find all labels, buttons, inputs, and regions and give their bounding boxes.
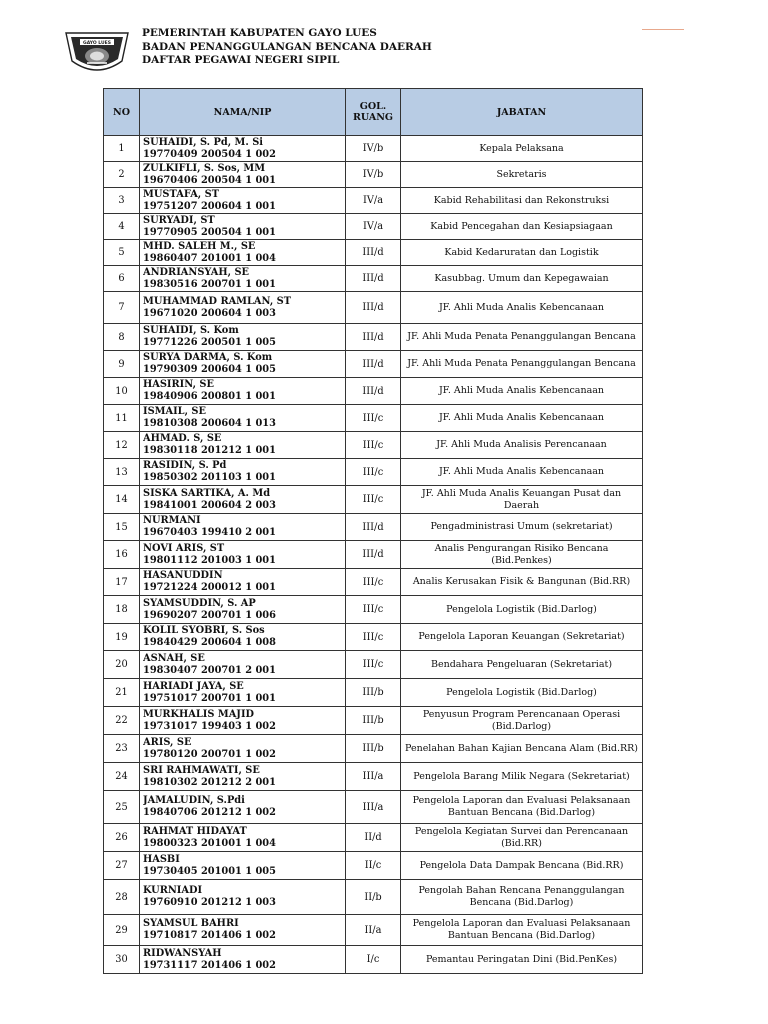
employee-name-nip (140, 378, 346, 405)
position-title: Penyusun Program Perencanaan Operasi (Bid.Darlog) (401, 707, 643, 735)
employee-name: SYAMSUDDIN, S. AP (143, 597, 256, 609)
column-header-name-nip: NAMA/NIP (140, 89, 346, 136)
employee-name-nip (140, 946, 346, 974)
table-row (104, 405, 643, 432)
employee-nip: 19840906 200801 1 001 (143, 391, 276, 402)
table-row (104, 852, 643, 880)
position-title: Pengelola Logistik (Bid.Darlog) (401, 679, 643, 707)
employee-name-nip (140, 459, 346, 486)
rank-grade: III/d (346, 514, 401, 541)
employee-name: JAMALUDIN, S.Pdi (143, 795, 245, 806)
employee-name: ISMAIL, SE (143, 406, 206, 417)
employee-nip: 19800323 201001 1 004 (143, 837, 276, 849)
row-number: 2 (104, 162, 140, 188)
employee-name-nip (140, 324, 346, 351)
table-row (104, 541, 643, 569)
rank-grade: III/d (346, 266, 401, 292)
row-number: 6 (104, 266, 140, 292)
employee-name: SUHAIDI, S. Pd, M. Si (143, 136, 264, 148)
employee-name: SURYADI, ST (143, 214, 215, 226)
table-row (104, 763, 643, 791)
employee-nip: 19830407 200701 2 001 (143, 664, 276, 676)
position-title: JF. Ahli Muda Analis Kebencanaan (401, 459, 643, 486)
employee-name-nip (140, 880, 346, 915)
employee-name: HASBI (143, 853, 180, 865)
employee-nip: 19771226 200501 1 005 (143, 337, 276, 348)
employee-nip: 19731117 201406 1 002 (143, 959, 276, 971)
table-row (104, 351, 643, 378)
rank-grade: III/d (346, 378, 401, 405)
employee-name-nip (140, 735, 346, 763)
rank-grade: III/b (346, 679, 401, 707)
employee-name-nip (140, 791, 346, 824)
rank-grade: III/c (346, 405, 401, 432)
emblem-text: GAYO LUES (83, 41, 111, 46)
position-title: Pengadministrasi Umum (sekretariat) (401, 514, 643, 541)
row-number: 27 (104, 852, 140, 880)
row-number: 12 (104, 432, 140, 459)
row-number: 16 (104, 541, 140, 569)
employee-name-nip (140, 651, 346, 679)
position-title: Pengelola Logistik (Bid.Darlog) (401, 596, 643, 624)
employee-name: ARIS, SE (143, 736, 192, 748)
rank-grade: III/b (346, 735, 401, 763)
employee-nip: 19801112 201003 1 001 (143, 554, 276, 566)
rank-grade: III/d (346, 541, 401, 569)
rank-grade: III/c (346, 486, 401, 514)
employee-nip: 19790309 200604 1 005 (143, 364, 276, 375)
employee-name: SUHAIDI, S. Kom (143, 325, 239, 336)
employee-name-nip (140, 852, 346, 880)
employee-name-nip (140, 188, 346, 214)
rank-grade: II/d (346, 824, 401, 852)
row-number: 17 (104, 569, 140, 596)
employee-name-nip (140, 266, 346, 292)
employee-name-nip (140, 824, 346, 852)
employee-name-nip (140, 405, 346, 432)
employee-name-nip (140, 596, 346, 624)
position-title: Pengelola Laporan dan Evaluasi Pelaksanaan Bantuan Bencana (Bid.Darlog) (401, 791, 643, 824)
rank-grade: III/c (346, 651, 401, 679)
row-number: 15 (104, 514, 140, 541)
table-row (104, 569, 643, 596)
employee-nip: 19670403 199410 2 001 (143, 527, 276, 538)
position-title: Kabid Rehabilitasi dan Rekonstruksi (401, 188, 643, 214)
position-title: JF. Ahli Muda Analis Kebencanaan (401, 378, 643, 405)
row-number: 28 (104, 880, 140, 915)
row-number: 13 (104, 459, 140, 486)
table-row (104, 240, 643, 266)
row-number: 9 (104, 351, 140, 378)
employee-name-nip (140, 915, 346, 946)
header-text-block (142, 27, 542, 68)
table-row (104, 651, 643, 679)
employee-name: MUSTAFA, ST (143, 188, 219, 200)
employee-name: AHMAD. S, SE (143, 433, 222, 444)
table-row (104, 486, 643, 514)
employee-nip: 19731017 199403 1 002 (143, 720, 276, 732)
employee-name-nip (140, 707, 346, 735)
employee-nip: 19690207 200701 1 006 (143, 609, 276, 621)
employee-nip: 19721224 200012 1 001 (143, 582, 276, 593)
rank-grade: III/c (346, 459, 401, 486)
rank-grade: III/d (346, 351, 401, 378)
employee-name-nip (140, 432, 346, 459)
rank-grade: IV/a (346, 214, 401, 240)
position-title: Kasubbag. Umum dan Kepegawaian (401, 266, 643, 292)
table-header-row (104, 89, 643, 136)
position-title: Bendahara Pengeluaran (Sekretariat) (401, 651, 643, 679)
column-header-position: JABATAN (401, 89, 643, 136)
employee-name: SURYA DARMA, S. Kom (143, 352, 273, 363)
employee-name: SYAMSUL BAHRI (143, 918, 239, 929)
employee-nip: 19770409 200504 1 002 (143, 148, 276, 160)
employee-name: HASANUDDIN (143, 570, 223, 581)
table-body (104, 136, 643, 974)
position-title: Analis Kerusakan Fisik & Bangunan (Bid.RR) (401, 569, 643, 596)
row-number: 10 (104, 378, 140, 405)
row-number: 26 (104, 824, 140, 852)
column-header-rank: GOL. RUANG (346, 89, 401, 136)
employee-name-nip (140, 763, 346, 791)
row-number: 29 (104, 915, 140, 946)
position-title: JF. Ahli Muda Penata Penanggulangan Bencana (401, 324, 643, 351)
row-number: 24 (104, 763, 140, 791)
row-number: 18 (104, 596, 140, 624)
employee-name-nip (140, 514, 346, 541)
employee-name-nip (140, 214, 346, 240)
row-number: 30 (104, 946, 140, 974)
employee-nip: 19850302 201103 1 001 (143, 472, 276, 483)
table-row (104, 624, 643, 651)
employee-name-nip (140, 486, 346, 514)
rank-grade: II/c (346, 852, 401, 880)
employee-name: MUHAMMAD RAMLAN, ST (143, 295, 292, 307)
position-title: Penelahan Bahan Kajian Bencana Alam (Bid.RR) (401, 735, 643, 763)
position-title: JF. Ahli Muda Penata Penanggulangan Bencana (401, 351, 643, 378)
table-row (104, 679, 643, 707)
table-row (104, 735, 643, 763)
employee-name: SISKA SARTIKA, A. Md (143, 487, 271, 499)
employee-nip: 19860407 201001 1 004 (143, 252, 276, 264)
rank-grade: III/d (346, 324, 401, 351)
gayo-lues-emblem-icon (62, 27, 132, 75)
decorative-line (642, 29, 684, 30)
position-title: Kabid Kedaruratan dan Logistik (401, 240, 643, 266)
employee-nip: 19830516 200701 1 001 (143, 278, 276, 290)
row-number: 23 (104, 735, 140, 763)
employee-name: ASNAH, SE (143, 652, 205, 664)
employee-name: NURMANI (143, 515, 201, 526)
rank-grade: III/c (346, 569, 401, 596)
employee-name-nip (140, 569, 346, 596)
employee-name: KURNIADI (143, 885, 203, 896)
row-number: 3 (104, 188, 140, 214)
table-row (104, 266, 643, 292)
employee-nip: 19710817 201406 1 002 (143, 930, 276, 941)
employee-nip: 19810302 201212 2 001 (143, 776, 276, 788)
employee-nip: 19770905 200504 1 001 (143, 226, 276, 238)
position-title: Analis Pengurangan Risiko Bencana (Bid.Penkes) (401, 541, 643, 569)
employee-name: ANDRIANSYAH, SE (143, 266, 249, 278)
row-number: 19 (104, 624, 140, 651)
employee-name: NOVI ARIS, ST (143, 542, 225, 554)
row-number: 14 (104, 486, 140, 514)
employee-nip: 19671020 200604 1 003 (143, 307, 276, 319)
employee-name: HARIADI JAYA, SE (143, 680, 244, 692)
table-row (104, 378, 643, 405)
header-line-government: PEMERINTAH KABUPATEN GAYO LUES (142, 27, 377, 39)
employee-nip: 19840706 201212 1 002 (143, 807, 276, 818)
row-number: 25 (104, 791, 140, 824)
employee-name-nip (140, 679, 346, 707)
employee-nip: 19670406 200504 1 001 (143, 174, 276, 186)
rank-grade: III/d (346, 292, 401, 324)
header-line-agency: BADAN PENANGGULANGAN BENCANA DAERAH (142, 40, 432, 53)
employee-nip: 19810308 200604 1 013 (143, 418, 276, 429)
rank-grade: III/a (346, 791, 401, 824)
position-title: JF. Ahli Muda Analis Kebencanaan (401, 292, 643, 324)
table-row (104, 514, 643, 541)
table-row (104, 292, 643, 324)
rank-grade: IV/b (346, 136, 401, 162)
header-line-title: DAFTAR PEGAWAI NEGERI SIPIL (142, 54, 340, 66)
position-title: Sekretaris (401, 162, 643, 188)
employee-name-nip (140, 624, 346, 651)
table-row (104, 707, 643, 735)
employee-name-nip (140, 240, 346, 266)
rank-grade: III/c (346, 432, 401, 459)
employee-name: HASIRIN, SE (143, 379, 214, 390)
position-title: Kabid Pencegahan dan Kesiapsiagaan (401, 214, 643, 240)
row-number: 22 (104, 707, 140, 735)
table-row (104, 880, 643, 915)
rank-grade: II/a (346, 915, 401, 946)
rank-grade: III/c (346, 596, 401, 624)
row-number: 8 (104, 324, 140, 351)
row-number: 4 (104, 214, 140, 240)
employee-name: MHD. SALEH M., SE (143, 240, 256, 252)
table-row (104, 791, 643, 824)
row-number: 1 (104, 136, 140, 162)
table-row (104, 596, 643, 624)
employee-table (103, 88, 643, 974)
employee-nip: 19760910 201212 1 003 (143, 897, 276, 908)
position-title: Pengolah Bahan Rencana Penanggulangan Bencana (Bid.Darlog) (401, 880, 643, 915)
rank-grade: II/b (346, 880, 401, 915)
position-title: Pengelola Laporan Keuangan (Sekretariat) (401, 624, 643, 651)
table-row (104, 324, 643, 351)
row-number: 5 (104, 240, 140, 266)
row-number: 7 (104, 292, 140, 324)
employee-name-nip (140, 136, 346, 162)
employee-name-nip (140, 292, 346, 324)
row-number: 11 (104, 405, 140, 432)
position-title: Pengelola Barang Milik Negara (Sekretariat) (401, 763, 643, 791)
employee-name: KOLIL SYOBRI, S. Sos (143, 625, 265, 636)
table-row (104, 162, 643, 188)
position-title: Pengelola Laporan dan Evaluasi Pelaksanaan Bantuan Bencana (Bid.Darlog) (401, 915, 643, 946)
position-title: JF. Ahli Muda Analis Keuangan Pusat dan Daerah (401, 486, 643, 514)
employee-name: RIDWANSYAH (143, 947, 222, 959)
employee-name: SRI RAHMAWATI, SE (143, 764, 260, 776)
row-number: 21 (104, 679, 140, 707)
position-title: Pengelola Data Dampak Bencana (Bid.RR) (401, 852, 643, 880)
table-row (104, 214, 643, 240)
employee-nip: 19841001 200604 2 003 (143, 499, 276, 511)
employee-nip: 19780120 200701 1 002 (143, 748, 276, 760)
rank-grade: III/a (346, 763, 401, 791)
table-row (104, 136, 643, 162)
table-row (104, 432, 643, 459)
employee-nip: 19840429 200604 1 008 (143, 637, 276, 648)
position-title: Pengelola Kegiatan Survei dan Perencanaan (Bid.RR) (401, 824, 643, 852)
position-title: JF. Ahli Muda Analis Kebencanaan (401, 405, 643, 432)
position-title: JF. Ahli Muda Analisis Perencanaan (401, 432, 643, 459)
employee-name-nip (140, 541, 346, 569)
employee-name: RASIDIN, S. Pd (143, 460, 227, 471)
employee-nip: 19751017 200701 1 001 (143, 692, 276, 704)
rank-grade: III/c (346, 624, 401, 651)
rank-grade: IV/a (346, 188, 401, 214)
table-row (104, 188, 643, 214)
employee-nip: 19730405 201001 1 005 (143, 865, 276, 877)
rank-grade: IV/b (346, 162, 401, 188)
rank-grade: III/b (346, 707, 401, 735)
employee-name-nip (140, 162, 346, 188)
position-title: Kepala Pelaksana (401, 136, 643, 162)
rank-grade: III/d (346, 240, 401, 266)
employee-nip: 19830118 201212 1 001 (143, 445, 276, 456)
employee-name: RAHMAT HIDAYAT (143, 825, 247, 837)
employee-name: MURKHALIS MAJID (143, 708, 255, 720)
table-row (104, 915, 643, 946)
table-row (104, 824, 643, 852)
table-row (104, 459, 643, 486)
employee-name-nip (140, 351, 346, 378)
employee-name: ZULKIFLI, S. Sos, MM (143, 162, 266, 174)
table-row (104, 946, 643, 974)
position-title: Pemantau Peringatan Dini (Bid.PenKes) (401, 946, 643, 974)
column-header-no: NO (104, 89, 140, 136)
employee-nip: 19751207 200604 1 001 (143, 200, 276, 212)
row-number: 20 (104, 651, 140, 679)
rank-grade: I/c (346, 946, 401, 974)
